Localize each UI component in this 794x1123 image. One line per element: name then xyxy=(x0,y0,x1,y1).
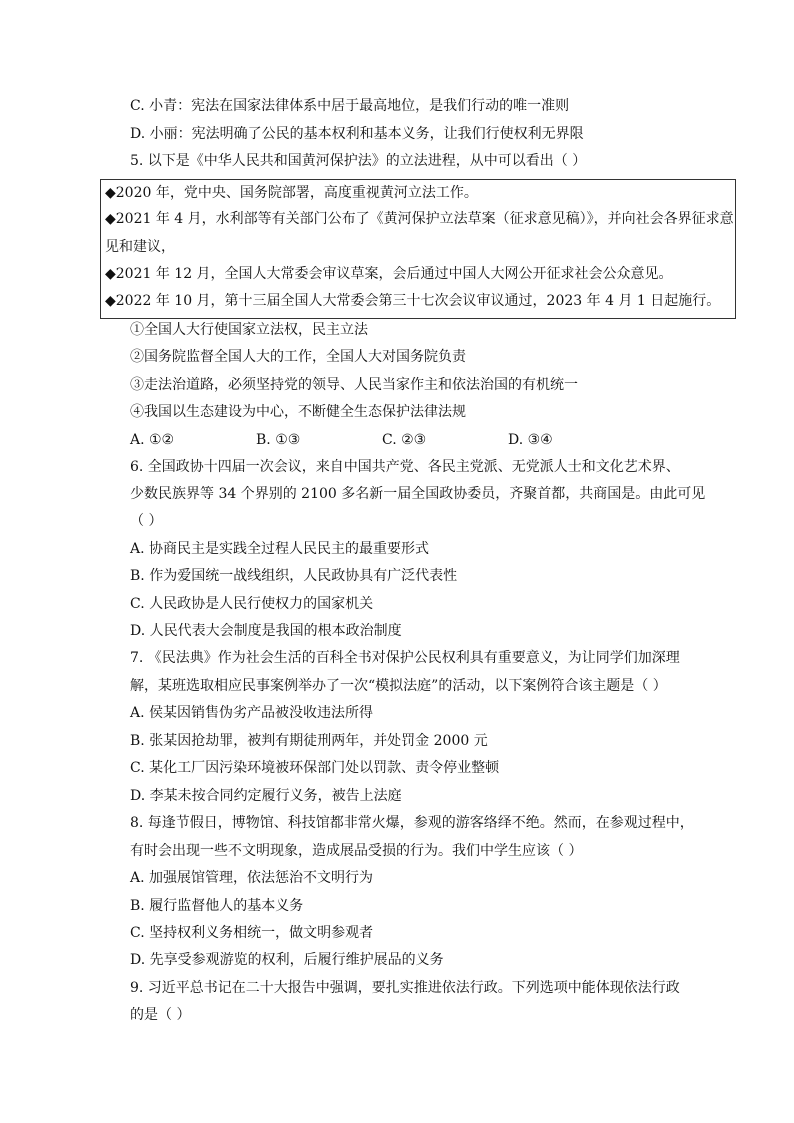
q6-stem: 少数民族界等 34 个界别的 2100 多名新一届全国政协委员，齐聚首都，共商国是。由此可见 xyxy=(130,486,706,502)
q7-option-b[interactable]: B. 张某因抢劫罪，被判有期徒刑两年，并处罚金 2000 元 xyxy=(130,733,488,749)
q6-option-d[interactable]: D. 人民代表大会制度是我国的根本政治制度 xyxy=(130,623,402,639)
q7-option-d[interactable]: D. 李某未按合同约定履行义务，被告上法庭 xyxy=(130,788,402,804)
q9-stem: 9. 习近平总书记在二十大报告中强调，要扎实推进依法行政。下列选项中能体现依法行政 xyxy=(130,980,680,996)
q7-stem: 解，某班选取相应民事案例举办了一次“模拟法庭”的活动，以下案例符合该主题是（ ） xyxy=(130,678,667,694)
q5-item: ③走法治道路，必须坚持党的领导、人民当家作主和依法治国的有机统一 xyxy=(130,377,578,393)
q5-option-c[interactable]: C. ②③ xyxy=(382,432,427,448)
q5-item: ①全国人大行使国家立法权，民主立法 xyxy=(130,322,368,338)
q4-option-d: D. 小丽：宪法明确了公民的基本权利和基本义务，让我们行使权利无界限 xyxy=(130,126,584,142)
q6-stem: 6. 全国政协十四届一次会议，来自中国共产党、各民主党派、无党派人士和文化艺术界、 xyxy=(130,459,680,475)
q8-option-c[interactable]: C. 坚持权利义务相统一，做文明参观者 xyxy=(130,925,374,941)
q6-stem: （ ） xyxy=(130,513,163,529)
q8-stem: 有时会出现一些不文明现象，造成展品受损的行为。我们中学生应该（ ） xyxy=(130,843,583,859)
q5-material-line: ◆2021 年 12 月，全国人大常委会审议草案，会后通过中国人大网公开征求社会公众意见。 xyxy=(105,266,673,282)
q7-option-c[interactable]: C. 某化工厂因污染环境被环保部门处以罚款、责令停业整顿 xyxy=(130,760,500,776)
q5-material-box xyxy=(100,179,736,319)
q6-option-c[interactable]: C. 人民政协是人民行使权力的国家机关 xyxy=(130,596,374,612)
q7-stem: 7. 《民法典》作为社会生活的百科全书对保护公民权利具有重要意义，为让同学们加深理 xyxy=(130,650,680,666)
q5-option-a[interactable]: A. ①② xyxy=(130,432,175,448)
q5-material-line: ◆2020 年，党中央、国务院部署，高度重视黄河立法工作。 xyxy=(105,185,478,201)
q8-stem: 8. 每逢节假日，博物馆、科技馆都非常火爆，参观的游客络绎不绝。然而，在参观过程中， xyxy=(130,815,694,831)
q8-option-b[interactable]: B. 履行监督他人的基本义务 xyxy=(130,898,304,914)
q5-item: ④我国以生态建设为中心，不断健全生态保护法律法规 xyxy=(130,404,466,420)
q5-material-line: 见和建议， xyxy=(105,239,175,255)
q6-option-b[interactable]: B. 作为爱国统一战线组织，人民政协具有广泛代表性 xyxy=(130,568,458,584)
q7-option-a[interactable]: A. 侯某因销售伪劣产品被没收违法所得 xyxy=(130,705,374,721)
q5-option-b[interactable]: B. ①③ xyxy=(256,432,301,448)
q8-option-d[interactable]: D. 先享受参观游览的权利，后履行维护展品的义务 xyxy=(130,952,444,968)
q8-option-a[interactable]: A. 加强展馆管理，依法惩治不文明行为 xyxy=(130,870,374,886)
q9-stem: 的是（ ） xyxy=(130,1007,191,1023)
q5-item: ②国务院监督全国人大的工作，全国人大对国务院负责 xyxy=(130,349,466,365)
q5-option-d[interactable]: D. ③④ xyxy=(508,432,553,448)
q5-stem: 5. 以下是《中华人民共和国黄河保护法》的立法进程，从中可以看出（ ） xyxy=(130,153,587,169)
q4-option-c: C. 小青：宪法在国家法律体系中居于最高地位，是我们行动的唯一准则 xyxy=(130,98,570,114)
q5-material-line: ◆2022 年 10 月，第十三届全国人大常委会第三十七次会议审议通过，2023 年 4 月 1 日起施行。 xyxy=(105,293,721,309)
q5-material-line: ◆2021 年 4 月，水利部等有关部门公布了《黄河保护立法草案（征求意见稿）》，并向社会各界征求意 xyxy=(105,211,734,227)
q6-option-a[interactable]: A. 协商民主是实践全过程人民民主的最重要形式 xyxy=(130,541,430,557)
